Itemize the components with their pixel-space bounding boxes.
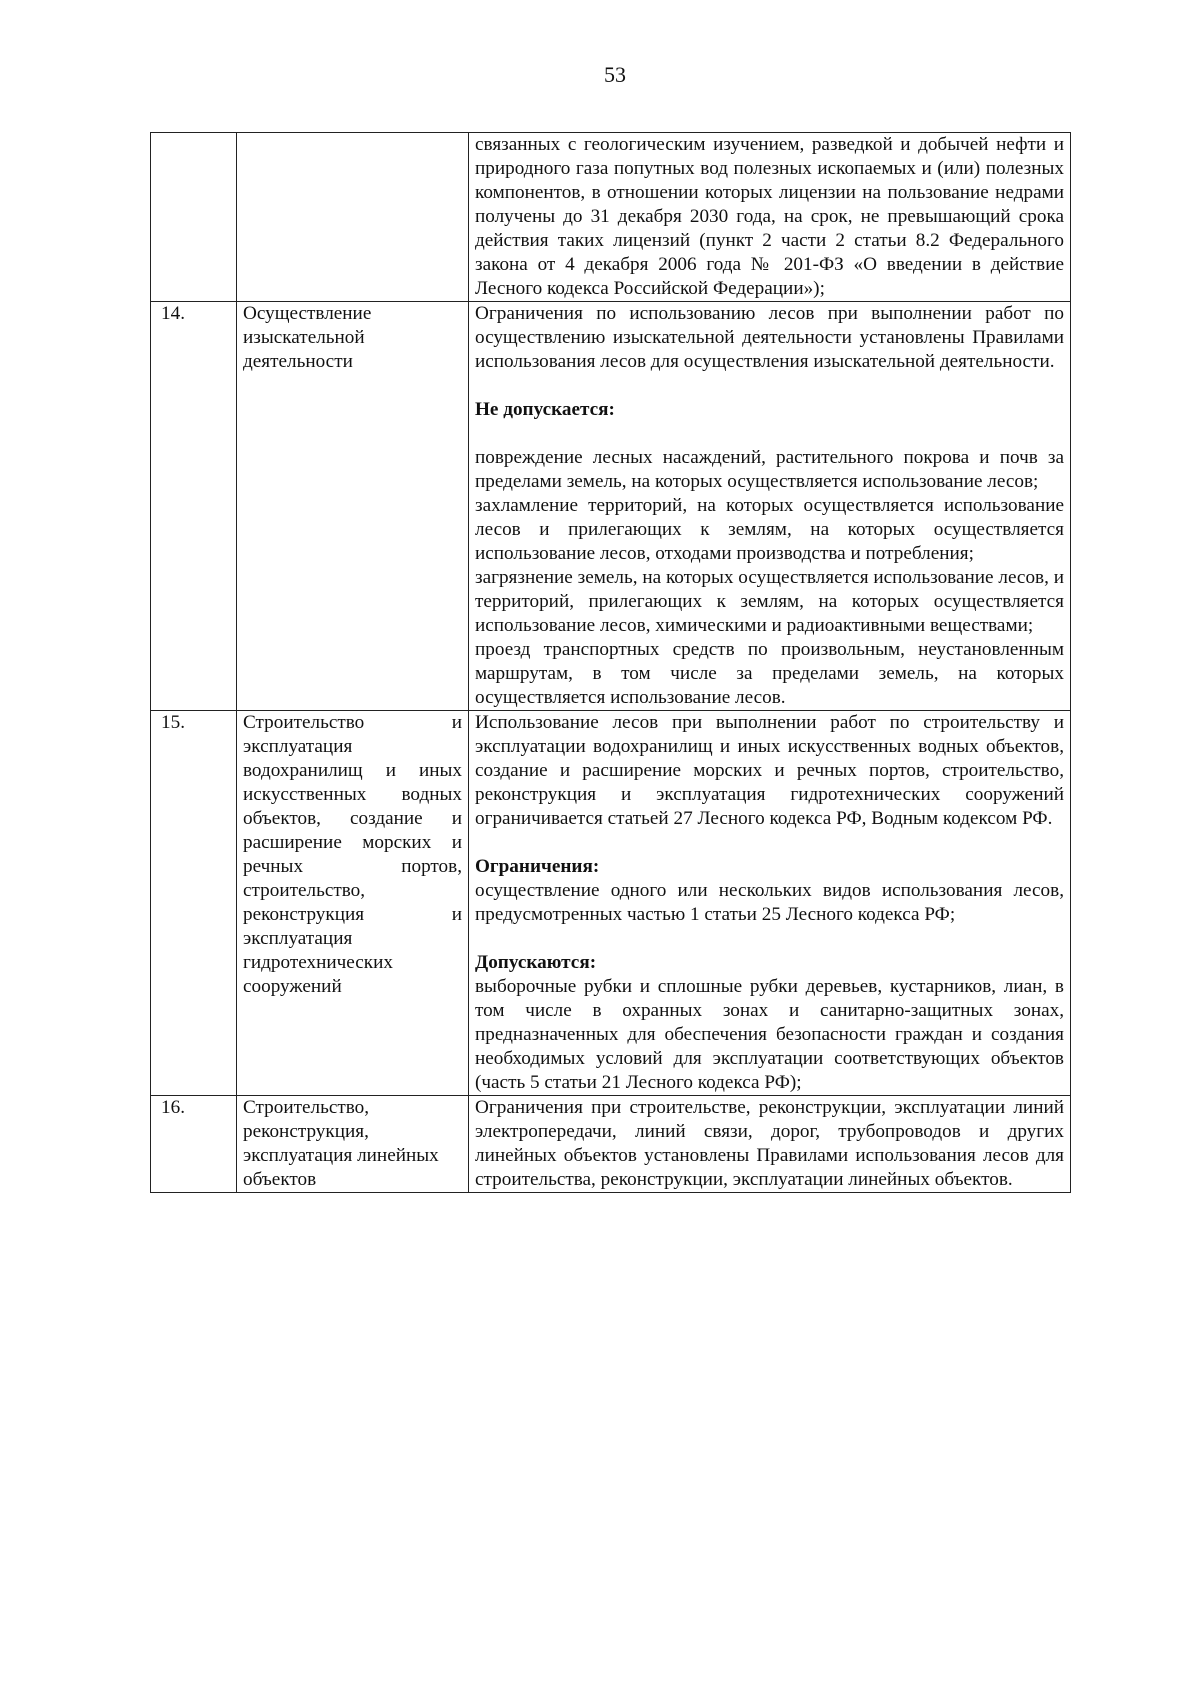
activity-name: Строительство и эксплуатация водохранилищ и иных искусственных водных объектов, создание и расширение морских и речных портов, строительство, реконструкция и эксплуатация гидротехнических сооружений [237, 711, 469, 1096]
table-row [151, 1096, 1071, 1193]
list-item: загрязнение земель, на которых осуществляется использование лесов, и территорий, прилегающих к землям, на которых осуществляется использование лесов, химическими и радиоактивными веществами; [475, 567, 1064, 636]
list-item: проезд транспортных средств по произвольным, неустановленным маршрутам, в том числе за пределами земель, на которых осуществляется использование лесов. [475, 639, 1064, 708]
section-heading: Допускаются: [475, 952, 597, 973]
activity-name: Строительство, реконструкция, эксплуатация линейных объектов [237, 1096, 469, 1193]
list-item: выборочные рубки и сплошные рубки деревьев, кустарников, лиан, в том числе в охранных зонах и санитарно-защитных зонах, предназначенных для обеспечения безопасности граждан и создания необходимых условий для эксплуатации соответствующих объектов (часть 5 статьи 21 Лесного кодекса РФ); [475, 976, 1064, 1093]
list-item: захламление территорий, на которых осуществляется использование лесов и прилегающих к землям, на которых осуществляется использование лесов, отходами производства и потребления; [475, 495, 1064, 564]
section-heading: Ограничения: [475, 856, 600, 877]
page-number: 53 [604, 62, 626, 87]
intro-text: Использование лесов при выполнении работ по строительству и эксплуатации водохранилищ и иных искусственных водных объектов, создание и расширение морских и речных портов, строительство, реконструкция и эксплуатация гидротехнических сооружений ограничивается статьей 27 Лесного кодекса РФ, Водным кодексом РФ. [475, 712, 1064, 829]
restriction-paragraph: Ограничения при строительстве, реконструкции, эксплуатации линий электропередачи, линий связи, дорог, трубопроводов и других линейных объектов установлены Правилами использования лесов для строительства, реконструкции, эксплуатации линейных объектов. [475, 1097, 1064, 1190]
restriction-text [469, 302, 1071, 711]
forest-use-table [150, 132, 1071, 1193]
activity-name: Осуществление изыскательной деятельности [237, 302, 469, 711]
table-row [151, 133, 1071, 302]
row-number: 14. [151, 302, 237, 711]
table-row [151, 302, 1071, 711]
restriction-text [469, 133, 1071, 302]
continuation-text: связанных с геологическим изучением, разведкой и добычей нефти и природного газа попутных вод полезных ископаемых и (или) полезных компонентов, в отношении которых лицензии на пользование недрами получены до 31 декабря 2030 года, на срок, не превышающий срока действия таких лицензий (пункт 2 части 2 статьи 8.2 Федерального закона от 4 декабря 2006 года № 201-ФЗ «О введении в действие Лесного кодекса Российской Федерации»); [475, 134, 1064, 299]
restriction-text [469, 711, 1071, 1096]
table-row [151, 711, 1071, 1096]
row-number [151, 133, 237, 302]
row-number: 15. [151, 711, 237, 1096]
activity-name [237, 133, 469, 302]
list-item: повреждение лесных насаждений, растительного покрова и почв за пределами земель, на которых осуществляется использование лесов; [475, 447, 1064, 492]
restriction-text [469, 1096, 1071, 1193]
list-item: осуществление одного или нескольких видов использования лесов, предусмотренных частью 1 статьи 25 Лесного кодекса РФ; [475, 880, 1064, 925]
row-number: 16. [151, 1096, 237, 1193]
intro-text: Ограничения по использованию лесов при выполнении работ по осуществлению изыскательной деятельности установлены Правилами использования лесов для осуществления изыскательной деятельности. [475, 303, 1064, 372]
section-heading: Не допускается: [475, 399, 615, 420]
